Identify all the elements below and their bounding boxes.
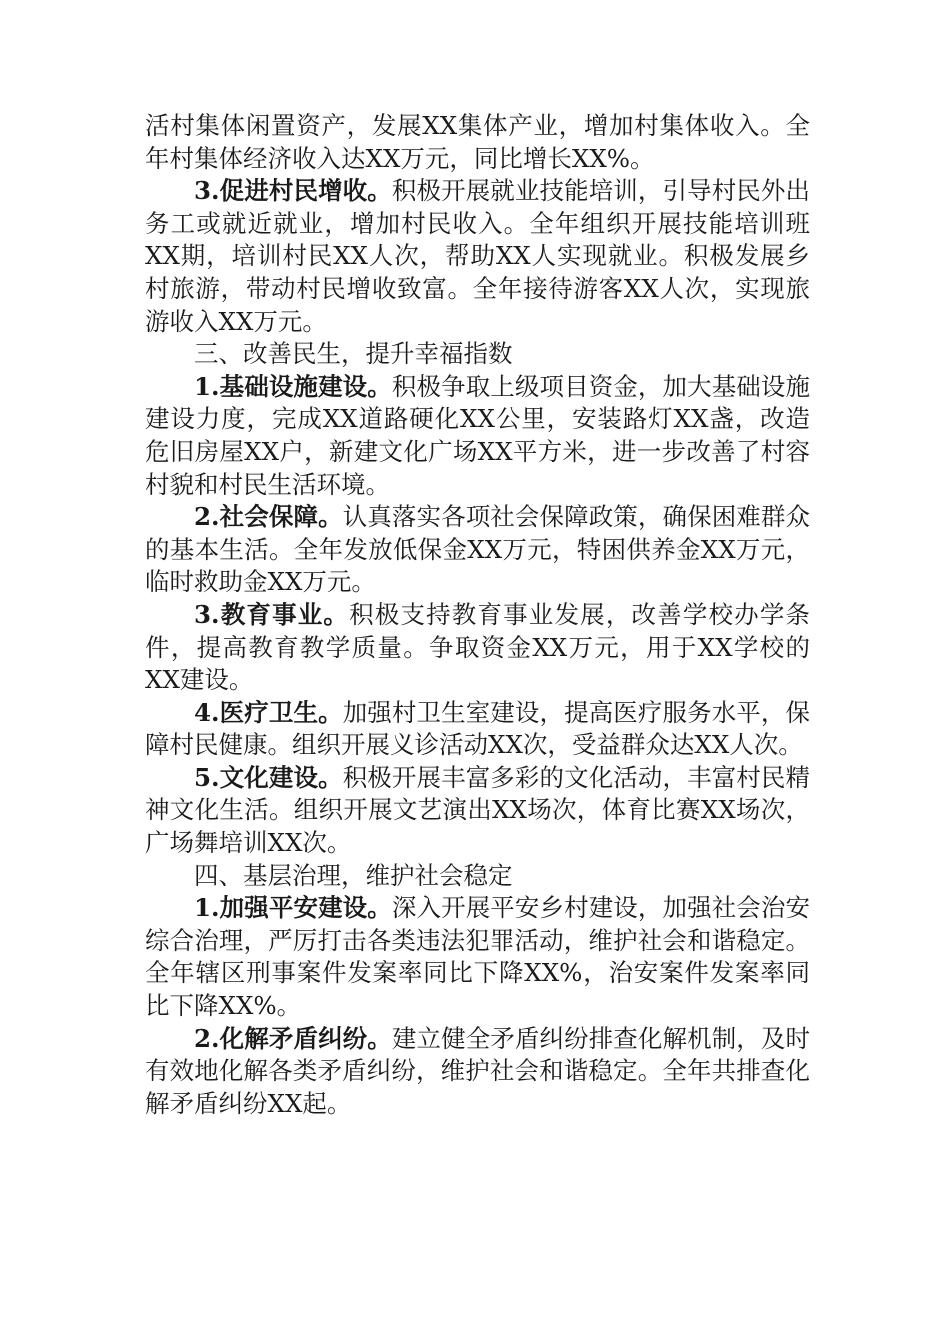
paragraph-medical (145, 697, 810, 762)
paragraph-lead: 3.促进村民增收。 (194, 176, 392, 206)
paragraph-infrastructure (145, 371, 810, 501)
document-body (145, 110, 810, 1120)
paragraph-lead: 2.社会保障。 (194, 502, 343, 532)
paragraph-education (145, 599, 810, 697)
paragraph-social-security (145, 501, 810, 599)
paragraph-lead: 2.化解矛盾纠纷。 (194, 1023, 392, 1053)
paragraph-text: 积极开展就业技能培训，引导村民外出务工或就近就业，增加村民收入。全年组织开展技能培训班XX期，培训村民XX人次，帮助XX人实现就业。积极发展乡村旅游，带动村民增收致富。全年接待游客XX人次，实现旅游收入XX万元。 (145, 176, 811, 336)
paragraph-dispute-resolution (145, 1023, 810, 1121)
section-heading-text: 三、改善民生，提升幸福指数 (194, 339, 513, 369)
paragraph-continuation (145, 110, 810, 175)
paragraph-text: 积极支持教育事业发展，改善学校办学条件，提高教育教学质量。争取资金XX万元，用于XX学校的XX建设。 (145, 599, 811, 695)
paragraph-culture (145, 762, 810, 860)
paragraph-text: 建立健全矛盾纠纷排查化解机制，及时有效地化解各类矛盾纠纷，维护社会和谐稳定。全年共排查化解矛盾纠纷XX起。 (145, 1023, 811, 1118)
paragraph-public-safety (145, 892, 810, 1022)
paragraph-lead: 4.医疗卫生。 (194, 697, 343, 727)
section-heading-text: 四、基层治理，维护社会稳定 (194, 860, 513, 890)
paragraph-villager-income (145, 175, 810, 338)
paragraph-text: 深入开展平安乡村建设，加强社会治安综合治理，严厉打击各类违法犯罪活动，维护社会和谐稳定。全年辖区刑事案件发案率同比下降XX%，治安案件发案率同比下降XX%。 (145, 893, 811, 1021)
paragraph-lead: 5.文化建设。 (194, 762, 343, 792)
paragraph-text: 认真落实各项社会保障政策，确保困难群众的基本生活。全年发放低保金XX万元，特困供养金XX万元，临时救助金XX万元。 (145, 502, 811, 597)
paragraph-text: 积极争取上级项目资金，加大基础设施建设力度，完成XX道路硬化XX公里，安装路灯XX盏，改造危旧房屋XX户，新建文化广场XX平方米，进一步改善了村容村貌和村民生活环境。 (145, 371, 811, 499)
section-heading-four (145, 860, 810, 893)
paragraph-lead: 1.加强平安建设。 (194, 893, 392, 923)
paragraph-lead: 1.基础设施建设。 (194, 371, 392, 401)
paragraph-text: 积极开展丰富多彩的文化活动，丰富村民精神文化生活。组织开展文艺演出XX场次，体育比赛XX场次，广场舞培训XX次。 (145, 762, 811, 858)
section-heading-three (145, 338, 810, 371)
paragraph-lead: 3.教育事业。 (194, 599, 350, 629)
paragraph-text: 加强村卫生室建设，提高医疗服务水平，保障村民健康。组织开展义诊活动XX次，受益群众达XX人次。 (145, 697, 811, 760)
paragraph-text: 活村集体闲置资产，发展XX集体产业，增加村集体收入。全年村集体经济收入达XX万元，同比增长XX%。 (145, 111, 810, 173)
